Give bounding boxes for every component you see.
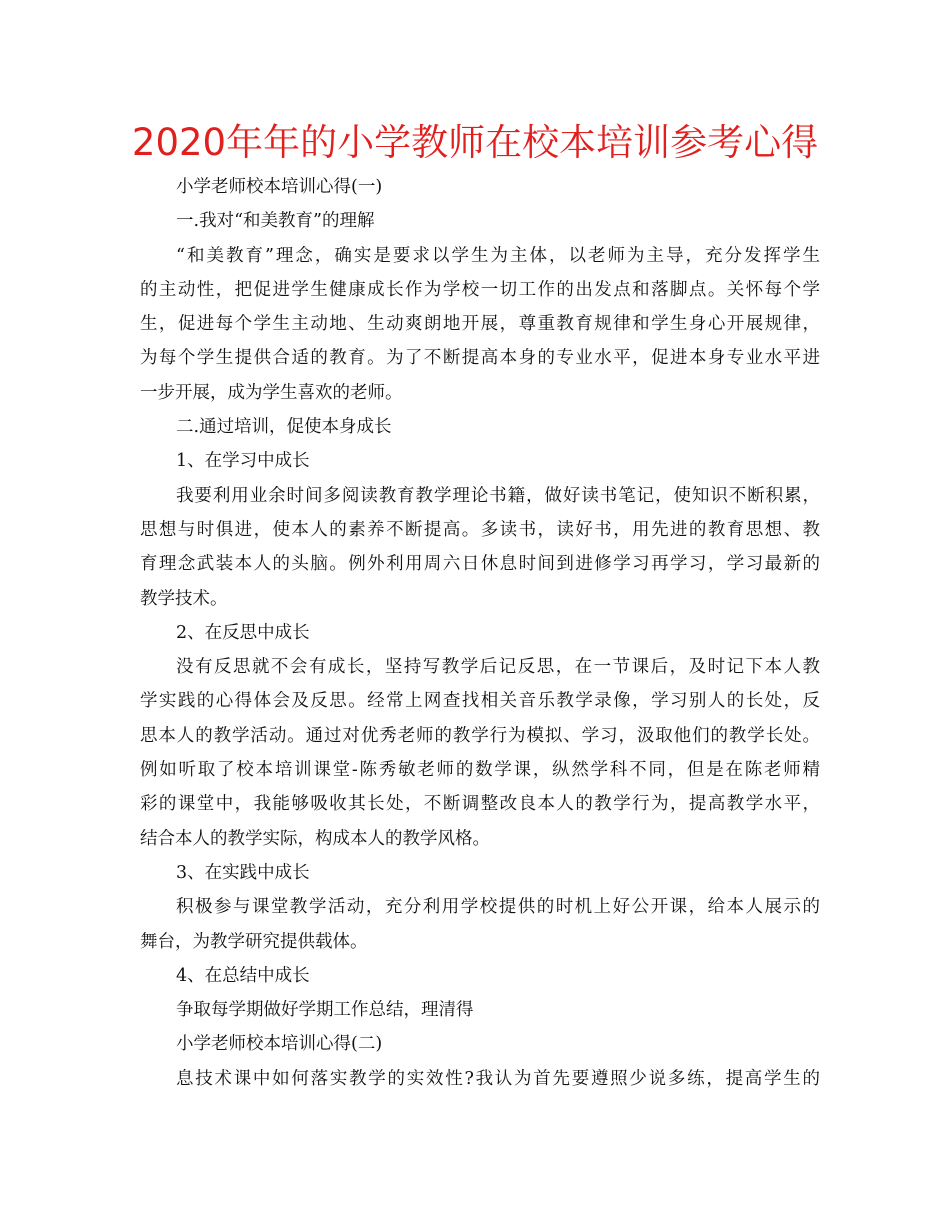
text-line: 3、在实践中成长	[176, 862, 310, 883]
text-line: 思本人的教学活动。通过对优秀老师的教学行为模拟、学习，汲取他们的教学长处。	[140, 725, 820, 746]
text-line: “和美教育”理念，确实是要求以学生为主体，以老师为主导，充分发挥学生	[176, 245, 820, 266]
text-line: 一步开展，成为学生喜欢的老师。	[140, 382, 403, 403]
text-line: 的主动性，把促进学生健康成长作为学校一切工作的出发点和落脚点。关怀每个学	[140, 279, 820, 300]
text-line: 学实践的心得体会及反思。经常上网查找相关音乐教学录像，学习别人的长处，反	[140, 691, 820, 712]
text-line: 育理念武装本人的头脑。例外利用周六日休息时间到进修学习再学习，学习最新的	[140, 554, 820, 575]
document-body	[140, 170, 820, 1096]
text-line: 生，促进每个学生主动地、生动爽朗地开展，尊重教育规律和学生身心开展规律，	[140, 314, 820, 335]
text-line: 教学技术。	[140, 588, 228, 609]
text-line: 一.我对“和美教育”的理解	[176, 211, 375, 232]
text-line: 4、在总结中成长	[176, 965, 310, 986]
text-line: 2、在反思中成长	[176, 622, 310, 643]
text-line: 二.通过培训，促使本身成长	[176, 417, 392, 438]
text-line: 舞台，为教学研究提供载体。	[140, 931, 368, 952]
text-line: 为每个学生提供合适的教育。为了不断提高本身的专业水平，促进本身专业水平进	[140, 348, 820, 369]
text-line: 争取每学期做好学期工作总结，理清得	[176, 1000, 474, 1021]
text-line: 小学老师校本培训心得(二)	[176, 1034, 383, 1055]
text-line: 1、在学习中成长	[176, 451, 310, 472]
text-line: 积极参与课堂教学活动，充分利用学校提供的时机上好公开课，给本人展示的	[176, 897, 820, 918]
text-line: 思想与时俱进，使本人的素养不断提高。多读书，读好书，用先进的教育思想、教	[140, 519, 820, 540]
text-line: 没有反思就不会有成长，坚持写教学后记反思，在一节课后，及时记下本人教	[176, 657, 820, 678]
text-line: 结合本人的教学实际，构成本人的教学风格。	[140, 828, 490, 849]
text-line: 例如听取了校本培训课堂-陈秀敏老师的数学课，纵然学科不同，但是在陈老师精	[140, 760, 820, 781]
text-line: 彩的课堂中，我能够吸收其长处，不断调整改良本人的教学行为，提高教学水平，	[140, 794, 820, 815]
text-line: 我要利用业余时间多阅读教育教学理论书籍，做好读书笔记，使知识不断积累，	[176, 485, 820, 506]
text-line: 小学老师校本培训心得(一)	[176, 177, 383, 197]
document-title: 2020年年的小学教师在校本培训参考心得	[131, 121, 819, 164]
text-line: 息技术课中如何落实教学的实效性?我认为首先要遵照少说多练，提高学生的	[176, 1068, 820, 1089]
